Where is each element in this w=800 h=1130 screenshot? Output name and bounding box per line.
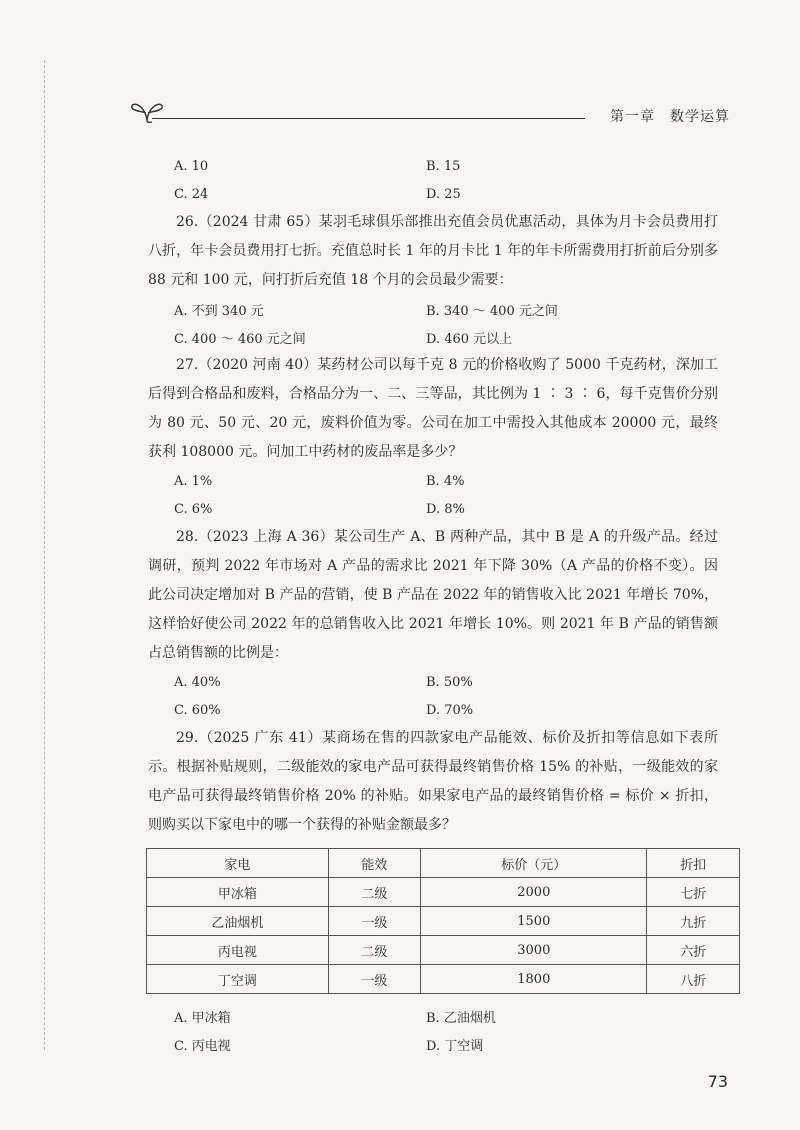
sprout-icon (130, 96, 164, 126)
header-rule (152, 118, 585, 119)
options-row (148, 668, 718, 696)
option-d: D. 8% (426, 501, 465, 517)
option-d: D. 460 元以上 (426, 331, 513, 347)
option-c: C. 丙电视 (174, 1038, 231, 1054)
option-b: B. 50% (426, 674, 473, 690)
option-c: C. 24 (174, 186, 209, 202)
table-cell: 一级 (328, 965, 421, 994)
appliance-table (146, 848, 740, 994)
table-cell: 1500 (421, 907, 647, 936)
option-a: A. 不到 340 元 (174, 303, 264, 319)
option-a: A. 1% (174, 473, 213, 489)
table-cell: 3000 (421, 936, 647, 965)
options-row (148, 1002, 718, 1030)
table-cell: 八折 (647, 965, 740, 994)
table-header-row (147, 849, 740, 878)
chapter-title: 第一章 数学运算 (610, 109, 730, 125)
table-cell: 甲冰箱 (147, 878, 329, 907)
table-cell: 七折 (647, 878, 740, 907)
option-a: A. 10 (174, 158, 209, 174)
table-cell: 二级 (328, 936, 421, 965)
page-content (148, 152, 718, 1058)
options-row (148, 295, 718, 323)
question-29: 29.（2025 广东 41）某商场在售的四款家电产品能效、标价及折扣等信息如下表所示。根据补贴规则，二级能效的家电产品可获得最终销售价格 15% 的补贴，一级能效的家电产品可获得最终销售价格 20% 的补贴。如果家电产品的最终销售价格 = 标价 × 折扣，则购买以下家电中的哪一个获得的补贴金额最多？ (148, 730, 718, 833)
options-row (148, 467, 718, 495)
header-cell: 标价（元） (421, 849, 647, 878)
options-row (148, 696, 718, 724)
table-cell: 乙油烟机 (147, 907, 329, 936)
binding-margin-line (44, 60, 45, 1050)
option-c: C. 60% (174, 702, 221, 718)
table-cell: 二级 (328, 878, 421, 907)
question-27: 27.（2020 河南 40）某药材公司以每千克 8 元的价格收购了 5000 千克药材，深加工后得到合格品和废料，合格品分为一、二、三等品，其比例为 1 ∶ 3 ∶ 6，每千克售价分别为 80 元、50 元、20 元，废料价值为零。公司在加工中需投入其他成本 20000 元，最终获利 108000 元。问加工中药材的废品率是多少？ (148, 357, 718, 460)
table-cell: 2000 (421, 878, 647, 907)
option-d: D. 70% (426, 702, 474, 718)
option-d: D. 丁空调 (426, 1038, 484, 1054)
option-c: C. 6% (174, 501, 213, 517)
options-row (148, 180, 718, 208)
option-a: A. 甲冰箱 (174, 1010, 231, 1026)
table-cell: 丙电视 (147, 936, 329, 965)
header-cell: 家电 (147, 849, 329, 878)
header-cell: 折扣 (647, 849, 740, 878)
table-row (147, 936, 740, 965)
page-header (130, 96, 730, 126)
question-26: 26.（2024 甘肃 65）某羽毛球俱乐部推出充值会员优惠活动，具体为月卡会员费用打八折，年卡会员费用打七折。充值总时长 1 年的月卡比 1 年的年卡所需费用打折前后分别多 88 元和 100 元，问打折后充值 18 个月的会员最少需要： (148, 214, 718, 288)
options-row (148, 495, 718, 523)
table-row (147, 907, 740, 936)
question-28: 28.（2023 上海 A 36）某公司生产 A、B 两种产品，其中 B 是 A 的升级产品。经过调研，预判 2022 年市场对 A 产品的需求比 2021 年下降 30%（A 产品的价格不变）。因此公司决定增加对 B 产品的营销，使 B 产品在 2022 年的销售收入比 2021 年增长 70%，这样恰好使公司 2022 年的总销售收入比 2021 年增长 10%。则 2021 年 B 产品的销售额占总销售额的比例是： (148, 529, 718, 661)
table-cell: 一级 (328, 907, 421, 936)
option-b: B. 340 ～ 400 元之间 (426, 303, 558, 319)
option-b: B. 15 (426, 158, 461, 174)
table-cell: 九折 (647, 907, 740, 936)
options-row (148, 323, 718, 351)
option-d: D. 25 (426, 186, 461, 202)
table-cell: 1800 (421, 965, 647, 994)
options-row (148, 152, 718, 180)
page-number: 73 (707, 1072, 728, 1091)
options-row (148, 1030, 718, 1058)
table-cell: 六折 (647, 936, 740, 965)
table-cell: 丁空调 (147, 965, 329, 994)
option-c: C. 400 ～ 460 元之间 (174, 331, 306, 347)
table-row (147, 878, 740, 907)
header-cell: 能效 (328, 849, 421, 878)
option-a: A. 40% (174, 674, 221, 690)
table-row (147, 965, 740, 994)
option-b: B. 乙油烟机 (426, 1010, 496, 1026)
option-b: B. 4% (426, 473, 465, 489)
